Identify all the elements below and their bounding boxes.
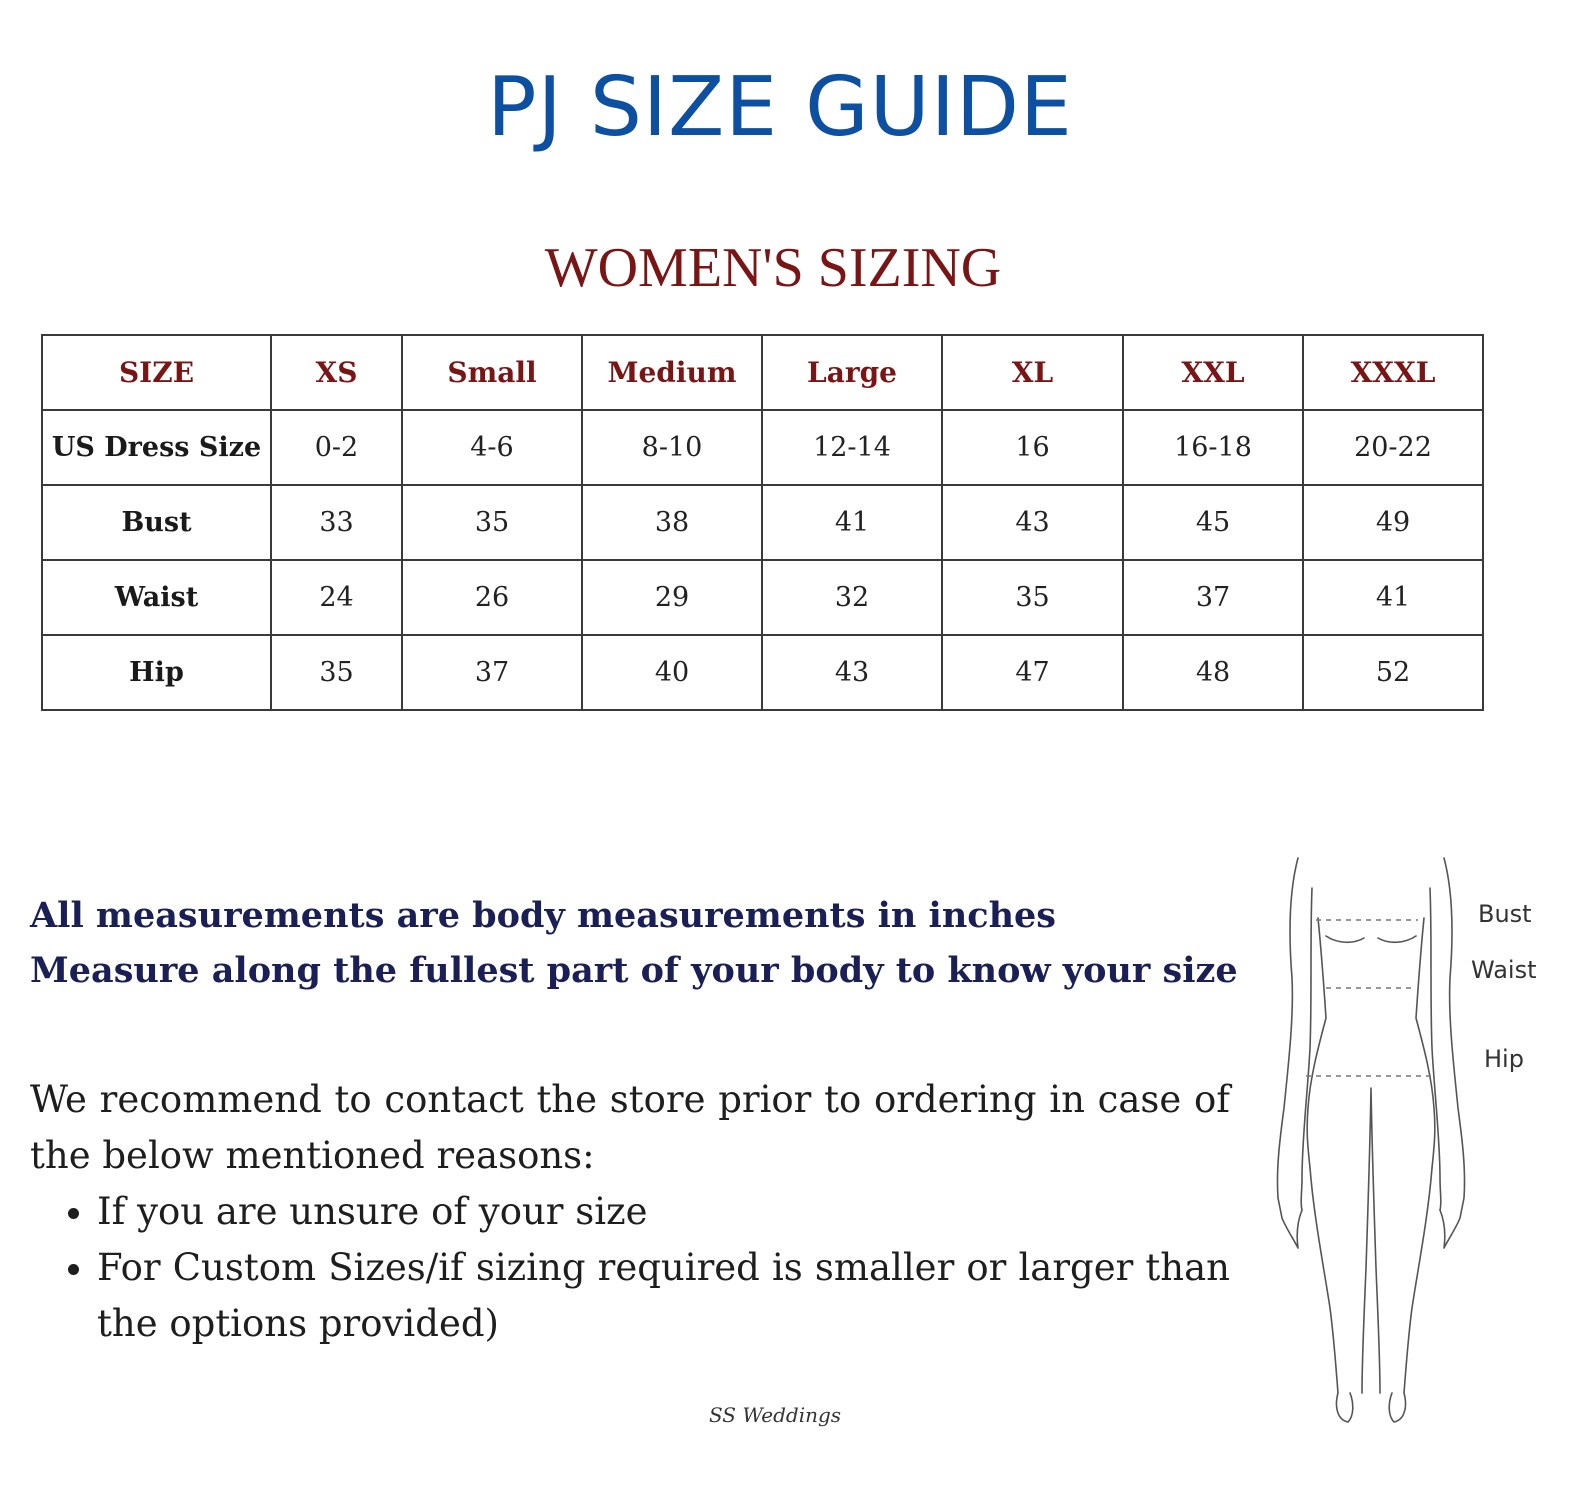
table-cell: 47	[942, 635, 1123, 710]
table-cell: 40	[582, 635, 762, 710]
header-cell: XXXL	[1303, 335, 1483, 410]
list-item: • For Custom Sizes/if sizing required is smaller or larger than the options provided)	[97, 1240, 1230, 1352]
header-cell: Small	[402, 335, 582, 410]
note-line: All measurements are body measurements in inches	[30, 895, 1057, 936]
table-cell: 48	[1123, 635, 1303, 710]
header-cell: Large	[762, 335, 942, 410]
table-cell: 4-6	[402, 410, 582, 485]
header-cell: SIZE	[42, 335, 271, 410]
reason-list	[30, 1184, 1230, 1352]
header-cell: XS	[271, 335, 402, 410]
table-cell: 24	[271, 560, 402, 635]
row-label: Waist	[42, 560, 271, 635]
measurement-notes	[30, 888, 1260, 998]
table-cell: 37	[402, 635, 582, 710]
header-cell: XXL	[1123, 335, 1303, 410]
table-cell: 26	[402, 560, 582, 635]
hip-label: Hip	[1484, 1045, 1524, 1073]
table-cell: 16-18	[1123, 410, 1303, 485]
table-cell: 49	[1303, 485, 1483, 560]
table-cell: 32	[762, 560, 942, 635]
table-cell: 37	[1123, 560, 1303, 635]
table-cell: 35	[402, 485, 582, 560]
row-label: Hip	[42, 635, 271, 710]
table-cell: 41	[762, 485, 942, 560]
table-cell: 41	[1303, 560, 1483, 635]
brand-signature: SS Weddings	[708, 1403, 842, 1427]
table-cell: 38	[582, 485, 762, 560]
table-cell: 43	[762, 635, 942, 710]
table-cell: 33	[271, 485, 402, 560]
table-cell: 0-2	[271, 410, 402, 485]
table-row	[42, 635, 1483, 710]
table-cell: 43	[942, 485, 1123, 560]
row-label: Bust	[42, 485, 271, 560]
table-header-row	[42, 335, 1483, 410]
header-cell: XL	[942, 335, 1123, 410]
note-line: Measure along the fullest part of your body to know your size	[30, 950, 1238, 991]
section-subtitle: WOMEN'S SIZING	[544, 237, 1002, 299]
body-outline-icon	[1268, 848, 1478, 1433]
size-table	[41, 334, 1484, 711]
table-row	[42, 410, 1483, 485]
header-cell: Medium	[582, 335, 762, 410]
page-title: PJ SIZE GUIDE	[487, 60, 1073, 155]
table-cell: 29	[582, 560, 762, 635]
table-row	[42, 485, 1483, 560]
table-cell: 35	[942, 560, 1123, 635]
table-cell: 52	[1303, 635, 1483, 710]
table-cell: 8-10	[582, 410, 762, 485]
table-cell: 16	[942, 410, 1123, 485]
body-measurement-figure	[1268, 848, 1537, 1433]
table-cell: 35	[271, 635, 402, 710]
list-item: • If you are unsure of your size	[97, 1184, 1230, 1240]
recommend-intro: We recommend to contact the store prior to ordering in case of the below mentioned reasons:	[30, 1078, 1230, 1177]
table-cell: 12-14	[762, 410, 942, 485]
row-label: US Dress Size	[42, 410, 271, 485]
table-row	[42, 560, 1483, 635]
table-cell: 45	[1123, 485, 1303, 560]
bust-label: Bust	[1478, 900, 1532, 928]
waist-label: Waist	[1471, 956, 1537, 984]
table-cell: 20-22	[1303, 410, 1483, 485]
recommendation-text	[30, 1072, 1230, 1352]
